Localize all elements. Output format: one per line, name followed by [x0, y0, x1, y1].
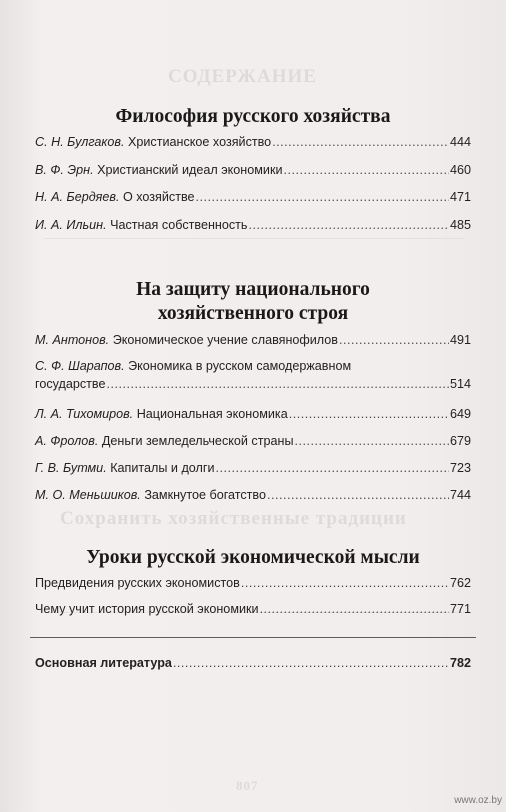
entry-author: В. Ф. Эрн.	[35, 163, 94, 177]
bibliography-page: 782	[449, 656, 471, 670]
entry-author: И. А. Ильин.	[35, 218, 107, 232]
section-title: Философия русского хозяйства	[115, 106, 391, 127]
leader-dots	[249, 216, 449, 234]
toc-entry[interactable]	[35, 405, 471, 423]
entry-title: Предвидения русских экономистов	[35, 576, 240, 590]
show-through-page-number: 807	[236, 778, 259, 793]
bibliography-title: Основная литература	[35, 656, 172, 670]
show-through-lines	[44, 612, 464, 743]
toc-entry[interactable]	[35, 133, 471, 151]
toc-entry[interactable]	[35, 357, 471, 393]
entry-page: 762	[449, 576, 471, 590]
toc-entry[interactable]	[35, 574, 471, 592]
entry-author: Л. А. Тихомиров.	[35, 407, 134, 421]
entry-title: Христианское хозяйство	[127, 135, 272, 149]
toc-entry-bibliography[interactable]	[35, 654, 471, 672]
show-through-heading: Сохранить хозяйственные традиции	[60, 508, 407, 529]
toc-entry[interactable]	[35, 600, 471, 618]
leader-dots	[196, 188, 449, 206]
leader-dots	[289, 405, 449, 423]
entry-page: 771	[449, 602, 471, 616]
entry-page: 744	[449, 488, 471, 502]
toc-entry[interactable]	[35, 161, 471, 179]
entry-title: Национальная экономика	[136, 407, 288, 421]
entry-title: Экономика в русском самодержавном	[128, 359, 352, 373]
entry-title: Деньги земледельческой страны	[101, 434, 294, 448]
entry-title: Частная собственность	[110, 218, 248, 232]
watermark-url: www.oz.by	[454, 795, 502, 806]
toc-entry[interactable]	[35, 459, 471, 477]
entry-title: Замкнутое богатство	[144, 488, 266, 502]
entry-author: М. Антонов.	[35, 333, 110, 347]
entry-page: 514	[449, 377, 471, 391]
entry-page: 471	[449, 190, 471, 204]
entry-page: 723	[449, 461, 471, 475]
entry-title: Экономическое учение славянофилов	[112, 333, 338, 347]
entry-author: С. Н. Булгаков.	[35, 135, 125, 149]
entry-page: 485	[449, 218, 471, 232]
entry-page: 649	[449, 407, 471, 421]
leader-dots	[216, 459, 449, 477]
toc-entry[interactable]	[35, 486, 471, 504]
toc-entry[interactable]	[35, 432, 471, 450]
entry-author: А. Фролов.	[35, 434, 99, 448]
toc-entry[interactable]	[35, 331, 471, 349]
leader-dots	[295, 432, 449, 450]
entry-page: 444	[449, 135, 471, 149]
toc-entry[interactable]	[35, 216, 471, 234]
entry-author: М. О. Меньшиков.	[35, 488, 141, 502]
entry-title: Христианский идеал экономики	[97, 163, 283, 177]
leader-dots	[339, 331, 449, 349]
leader-dots	[272, 133, 449, 151]
leader-dots	[241, 574, 449, 592]
entry-title-continued: государстве	[35, 377, 106, 391]
section-title: Уроки русской экономической мысли	[86, 547, 420, 568]
entry-title: Капиталы и долги	[110, 461, 215, 475]
section-divider	[30, 637, 476, 638]
section-title-line2: хозяйственного строя	[157, 303, 349, 324]
toc-entry[interactable]	[35, 188, 471, 206]
entry-title: О хозяйстве	[122, 190, 195, 204]
section-title-line1: На защиту национального	[136, 279, 370, 300]
entry-title: Чему учит история русской экономики	[35, 602, 259, 616]
show-through-lines	[44, 238, 464, 279]
leader-dots	[260, 600, 449, 618]
leader-dots	[267, 486, 449, 504]
entry-author: Г. В. Бутми.	[35, 461, 107, 475]
show-through-text: СОДЕРЖАНИЕ	[168, 66, 317, 87]
leader-dots	[283, 161, 449, 179]
leader-dots	[173, 654, 449, 672]
entry-page: 460	[449, 163, 471, 177]
entry-page: 679	[449, 434, 471, 448]
entry-page: 491	[449, 333, 471, 347]
entry-author: Н. А. Бердяев.	[35, 190, 120, 204]
leader-dots	[106, 375, 449, 393]
entry-author: С. Ф. Шарапов.	[35, 359, 125, 373]
